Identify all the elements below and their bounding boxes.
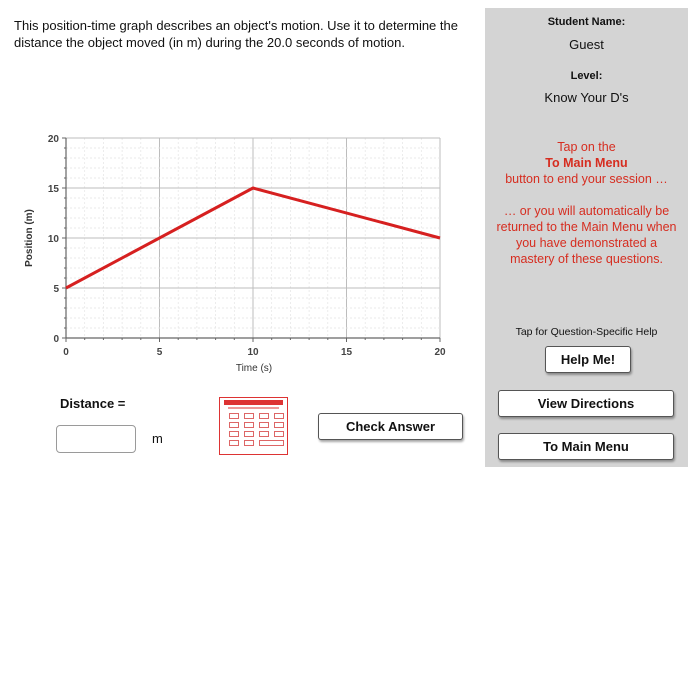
- check-answer-button[interactable]: Check Answer: [318, 413, 463, 440]
- help-caption: Tap for Question-Specific Help: [515, 326, 658, 338]
- chart-tick-labels: [48, 134, 446, 358]
- help-me-button[interactable]: Help Me!: [545, 346, 631, 373]
- y-tick-label: 10: [47, 234, 59, 245]
- x-axis-label: Time (s): [235, 363, 273, 374]
- x-tick-label: 10: [247, 347, 259, 358]
- message-line-4: … or you will automatically be: [503, 204, 670, 218]
- message-line-2: To Main Menu: [545, 156, 628, 170]
- x-tick-label: 5: [156, 347, 163, 358]
- question-text: This position-time graph describes an object's motion. Use it to determine the distance the object moved (in m) during the 20.0 seconds of motion.: [14, 18, 458, 50]
- y-tick-label: 5: [53, 284, 59, 295]
- distance-label: Distance =: [60, 396, 126, 411]
- message-line-7: mastery of these questions.: [510, 252, 663, 266]
- message-line-5: returned to the Main Menu when: [496, 220, 677, 234]
- y-tick-label: 20: [47, 134, 59, 145]
- x-tick-label: 20: [434, 347, 446, 358]
- keypad-icon[interactable]: [219, 397, 288, 455]
- y-axis-label: Position (m): [24, 209, 35, 267]
- main-menu-button[interactable]: To Main Menu: [498, 433, 674, 460]
- distance-input[interactable]: [56, 425, 136, 453]
- chart-axes: [62, 138, 440, 342]
- student-name: Guest: [569, 37, 604, 52]
- message-line-6: you have demonstrated a: [515, 236, 658, 250]
- chart-grid: [66, 138, 440, 338]
- y-tick-label: 0: [53, 334, 59, 345]
- x-tick-label: 15: [340, 347, 353, 358]
- level-value: Know Your D's: [544, 90, 629, 105]
- level-label: Level:: [570, 70, 603, 82]
- message-line-3: button to end your session …: [505, 172, 668, 186]
- position-time-graph: [18, 125, 458, 380]
- x-tick-label: 0: [63, 347, 69, 358]
- unit-label: m: [152, 431, 163, 446]
- message-line-1: Tap on the: [557, 140, 616, 154]
- side-panel: [485, 8, 688, 467]
- y-tick-label: 15: [47, 184, 59, 195]
- view-directions-button[interactable]: View Directions: [498, 390, 674, 417]
- student-name-label: Student Name:: [547, 16, 626, 28]
